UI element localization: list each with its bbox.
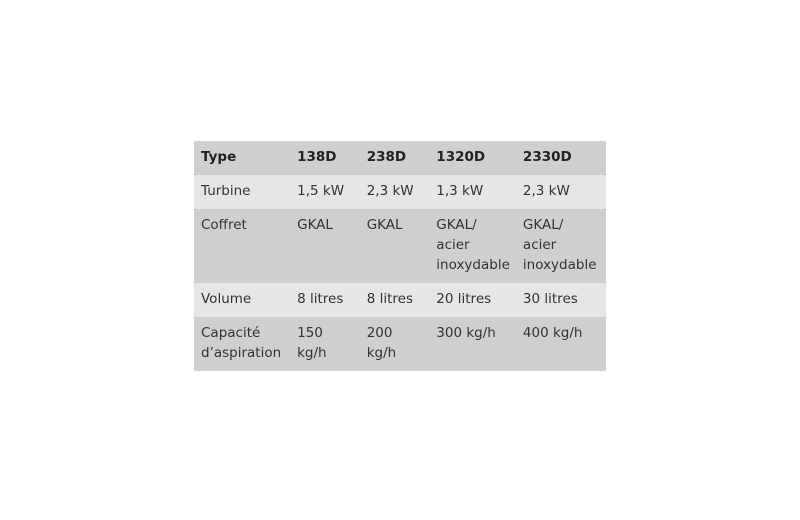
table-row-volume [194,283,606,317]
header-cell: 2330D [522,149,572,165]
table-cell: 20 litres [436,291,492,307]
header-row [194,141,606,175]
table-cell: GKAL [366,217,403,233]
table-cell: GKAL/ acier inoxydable [522,217,597,273]
row-label: Capacité d’aspiration [201,325,282,361]
table-row-coffret [194,209,606,283]
table-cell: 150 kg/h [297,325,327,361]
table-cell: 8 litres [366,291,413,307]
header-cell: 1320D [436,149,486,165]
table-cell: 30 litres [522,291,578,307]
row-label: Coffret [201,217,247,233]
table-cell: 400 kg/h [522,325,583,341]
spec-table [194,141,606,371]
table-cell: GKAL [297,217,333,233]
table-row-capacite [194,317,606,371]
table-cell: 8 litres [297,291,344,307]
table-row-turbine [194,175,606,209]
table-cell: 1,3 kW [436,183,484,199]
row-label: Volume [201,291,252,307]
header-cell: Type [201,149,237,165]
row-label: Turbine [201,183,251,199]
header-cell: 138D [297,149,337,165]
table-cell: 2,3 kW [522,183,570,199]
header-cell: 238D [366,149,407,165]
table-cell: 300 kg/h [436,325,496,341]
table-cell: GKAL/ acier inoxydable [436,217,510,273]
table-cell: 2,3 kW [366,183,414,199]
table-cell: 1,5 kW [297,183,345,199]
table-cell: 200 kg/h [366,325,397,361]
